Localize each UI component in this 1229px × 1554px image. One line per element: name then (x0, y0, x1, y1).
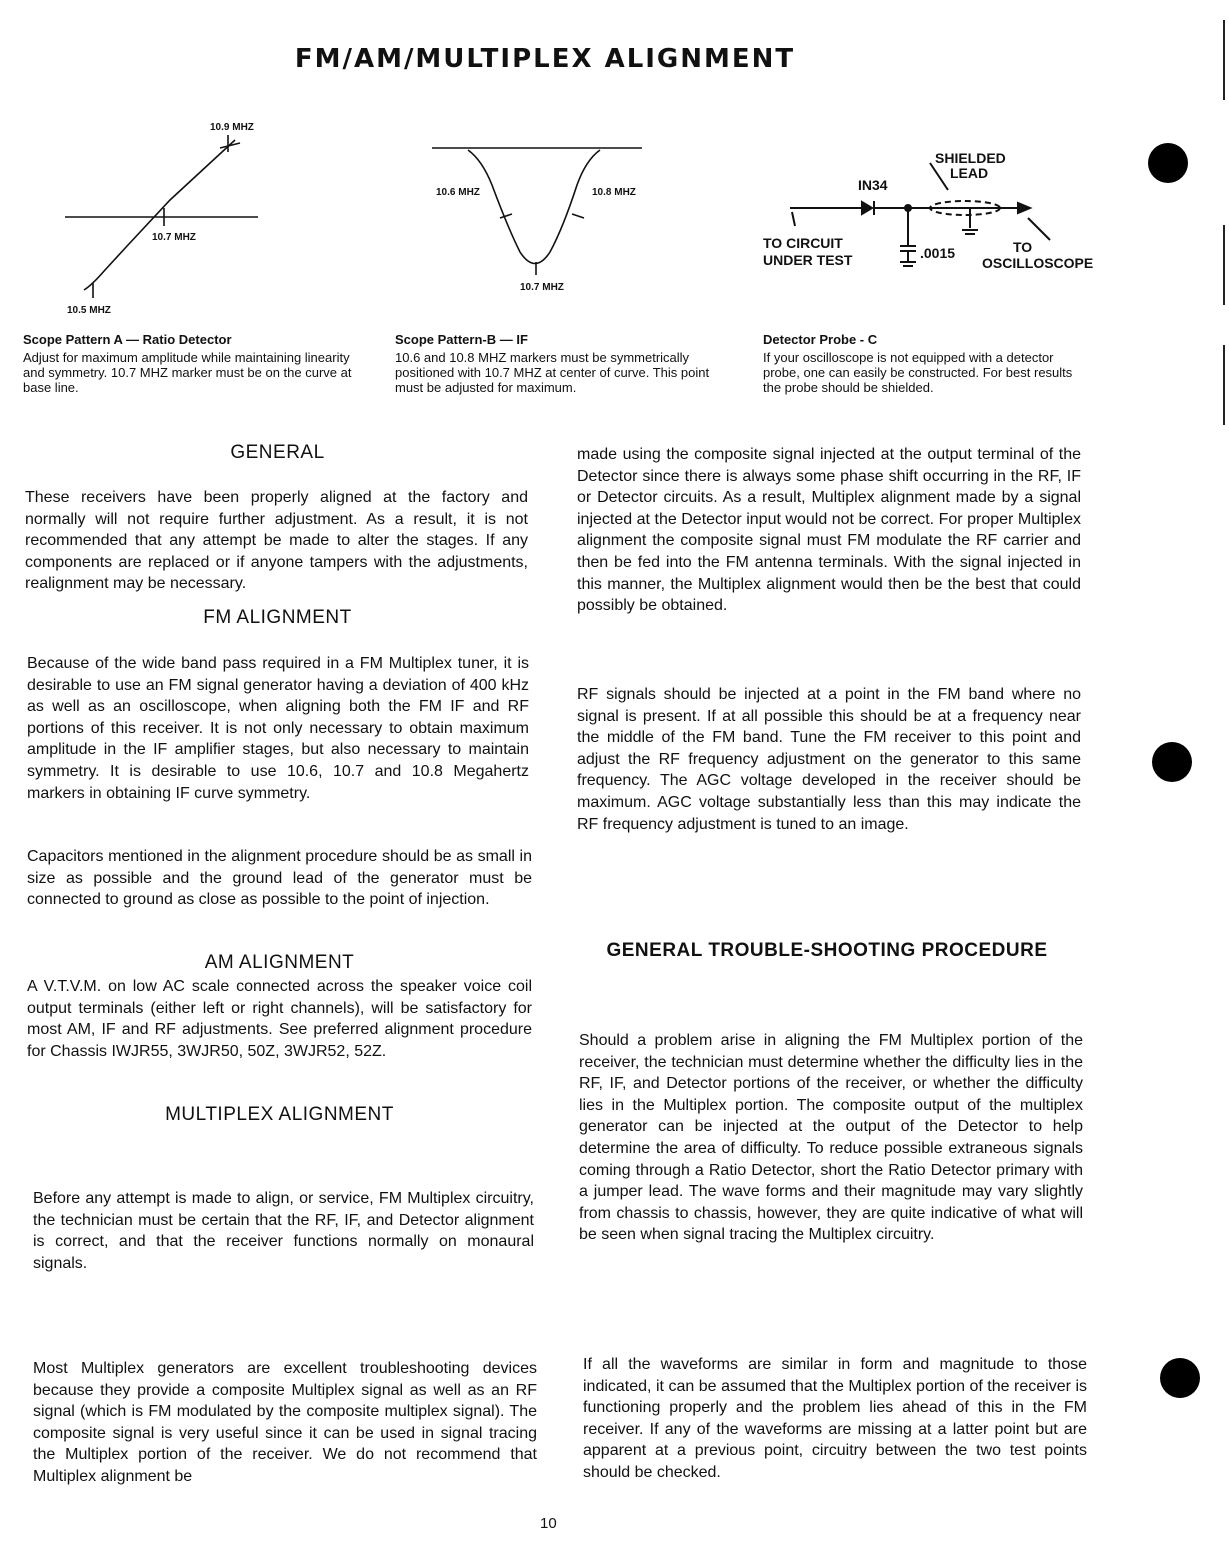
c-to-circuit-label: TO CIRCUIT (763, 235, 843, 251)
am-alignment-paragraph: A V.T.V.M. on low AC scale connected across the speaker voice coil output terminals (either left or right channels), will be satisfactory for most AM, IF and RF adjustments. See preferred alignment procedure for Chassis IWJR55, 3WJR50, 50Z, 3WJR52, 52Z. (27, 978, 532, 1060)
c-lead-label: LEAD (950, 165, 989, 181)
c-shielded-label: SHIELDED (935, 150, 1006, 166)
scope-pattern-a (65, 135, 258, 298)
hole-punch (1160, 1358, 1200, 1398)
caption-b-title: Scope Pattern-B — IF (395, 332, 528, 347)
page-title: FM/AM/MULTIPLEX ALIGNMENT (294, 44, 796, 74)
c-under-test-label: UNDER TEST (763, 252, 853, 268)
caption-b (395, 332, 715, 395)
trouble-shooting-heading: GENERAL TROUBLE-SHOOTING PROCEDURE (606, 940, 1048, 961)
multiplex-alignment-heading: MULTIPLEX ALIGNMENT (165, 1104, 394, 1125)
hole-punch (1148, 143, 1188, 183)
page-number: 10 (540, 1515, 557, 1532)
caption-c-title: Detector Probe - C (763, 332, 878, 347)
am-alignment-heading: AM ALIGNMENT (204, 952, 355, 973)
scan-edge (1223, 20, 1225, 100)
caption-b-body: 10.6 and 10.8 MHZ markers must be symmetrically positioned with 10.7 MHZ at center of curve. This point must be adjusted for maximum. (395, 350, 710, 395)
fm-alignment-heading: FM ALIGNMENT (203, 607, 352, 628)
a-bottom-label: 10.5 MHZ (67, 305, 111, 316)
c-oscilloscope-label: OSCILLOSCOPE (982, 255, 1094, 271)
c-to-label: TO (1013, 239, 1033, 255)
fm-alignment-paragraph-1: Because of the wide band pass required in a FM Multiplex tuner, it is desirable to use an FM signal generator having a deviation of 400 kHz as well as an oscilloscope, when aligning both the FM IF and RF portions of this receiver. It is not only necessary to obtain maximum amplitude in the IF amplifier stages, but also necessary to maintain symmetry. It is desirable to use 10.6, 10.7 and 10.8 Megahertz markers in obtaining IF curve symmetry. (27, 655, 529, 802)
c-diode-label: IN34 (858, 177, 888, 193)
scope-pattern-b (432, 148, 642, 275)
right-paragraph-1: made using the composite signal injected at the output terminal of the Detector since there is always some phase shift occurring in the RF, IF or Detector circuits. As a result, Multiplex alignment made by a signal injected at the Detector input would not be correct. For proper Multiplex alignment the composite signal must FM modulate the RF carrier and then be fed into the FM antenna terminals. With the signal injected in this manner, the Multiplex alignment would then be the best that could possibly be obtained. (577, 446, 1081, 615)
right-paragraph-3: Should a problem arise in aligning the FM Multiplex portion of the receiver, the technician must determine whether the difficulty lies in the RF, IF, and Detector portions of the receiver, or whether the difficulty lies in the Multiplex portion. The composite output of the multiplex generator can be injected at the output of the Detector to help determine the area of difficulty. To reduce possible extraneous signals coming through a Ratio Detector, short the Ratio Detector primary with a jumper lead. The wave forms and their magnitude may vary slightly from chassis to chassis, however, they are quite indicative of what will be seen when signal tracing the Multiplex circuitry. (579, 1032, 1083, 1244)
caption-a (23, 332, 353, 395)
general-heading: GENERAL (230, 442, 325, 463)
caption-c (763, 332, 1083, 395)
b-bottom-label: 10.7 MHZ (520, 282, 564, 293)
scan-edge (1223, 345, 1225, 425)
caption-a-title: Scope Pattern A — Ratio Detector (23, 332, 232, 347)
a-mid-label: 10.7 MHZ (152, 232, 196, 243)
detector-probe-circuit (790, 163, 1050, 266)
b-left-label: 10.6 MHZ (436, 187, 480, 198)
caption-a-body: Adjust for maximum amplitude while maintaining linearity and symmetry. 10.7 MHZ marker must be on the curve at base line. (23, 350, 352, 395)
scan-edge (1223, 225, 1225, 305)
a-top-label: 10.9 MHZ (210, 122, 254, 133)
hole-punch (1152, 742, 1192, 782)
c-capacitor-label: .0015 (920, 245, 956, 261)
right-paragraph-2: RF signals should be injected at a point in the FM band where no signal is present. If at all possible this should be at a frequency near the middle of the FM band. Tune the FM receiver to this point and adjust the RF frequency adjustment on the generator to this same frequency. The AGC voltage developed in the receiver should be maximum. AGC voltage substantially less than this may indicate the RF frequency adjustment is tuned to an image. (577, 686, 1081, 833)
multiplex-alignment-paragraph-2: Most Multiplex generators are excellent troubleshooting devices because they provide a composite Multiplex signal as well as an RF signal (which is FM modulated by the composite multiplex signal). The composite signal is very useful since it can be used in signal tracing the Multiplex portion of the receiver. We do not recommend that Multiplex alignment be (33, 1360, 537, 1485)
multiplex-alignment-paragraph-1: Before any attempt is made to align, or service, FM Multiplex circuitry, the technician must be certain that the RF, IF, and Detector alignment is correct, and that the receiver functions normally on monaural signals. (33, 1190, 534, 1272)
right-paragraph-4: If all the waveforms are similar in form and magnitude to those indicated, it can be assumed that the Multiplex portion of the receiver is functioning properly and the problem lies ahead of this in the FM receiver. If any of the waveforms are missing at a latter point but are apparent at a previous point, circuitry between the two test points should be checked. (583, 1356, 1087, 1481)
general-paragraph: These receivers have been properly aligned at the factory and normally will not require further adjustment. As a result, it is not recommended that any attempt be made to alter the stages. If any components are replaced or if anyone tampers with the adjustments, realignment may be necessary. (25, 489, 528, 593)
b-right-label: 10.8 MHZ (592, 187, 636, 198)
caption-c-body: If your oscilloscope is not equipped with a detector probe, one can easily be constructed. For best results the probe should be shielded. (763, 350, 1073, 395)
fm-alignment-paragraph-2: Capacitors mentioned in the alignment procedure should be as small in size as possible and the ground lead of the generator must be connected to ground as close as possible to the point of injection. (27, 848, 532, 909)
